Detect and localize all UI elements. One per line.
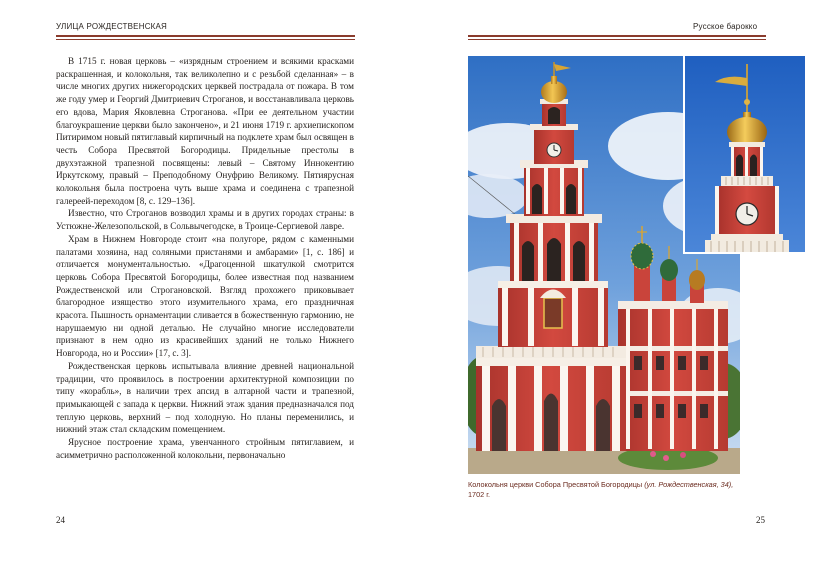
right-page-number: 25 [756, 515, 765, 525]
left-header-rule-thin [56, 39, 355, 40]
right-header-rule [468, 35, 766, 37]
caption-year: 1702 г. [468, 489, 491, 499]
left-body-text [56, 55, 354, 462]
caption-address: (ул. Рождественская, 34), [644, 480, 734, 489]
paragraph-4: Рождественская церковь испытывала влияние древней национальной традиции, что проявилось в построении архитектурной композиции по типу «корабль», в наличии трех апсид в алтарной части и трапезной, примыкающей с запада к церкви. Нижний этаж здания предназначался под теплую церковь, верхний – под холодную. Но планы переменились, и нижний этаж стал складским помещением. [56, 360, 354, 435]
photo-caption [468, 480, 758, 499]
tower-closeup-photo [683, 56, 805, 254]
paragraph-5: Ярусное построение храма, увенчанного стройным пятиглавием, и асимметрично расположенной колокольни, первоначально [56, 437, 354, 460]
caption-main: Колокольня церкви Собора Пресвятой Богородицы [468, 480, 643, 489]
left-header-rule [56, 35, 355, 37]
left-page-number: 24 [56, 515, 65, 525]
left-running-header: УЛИЦА РОЖДЕСТВЕНСКАЯ [56, 22, 168, 31]
right-running-header: Русское барокко [693, 22, 758, 31]
paragraph-3: Храм в Нижнем Новгороде стоит «на полугоре, рядом с каменными палатами хозяина, над соляными пристанями и амбарами» [1, с. 186] и отличается монументальностью. «Драгоценной шкатулкой смотрится церковь Собора Пресвятой Богородицы, более известная под названием Рождественской или Строгановской. Взгляд прохожего приковывает благородное изящество этого изумительного храма, его праздничная красота. Пышность орнаментации сливается в божественную гармонию, не нарушаемую ни одной деталью. Не случайно многие исследователи признают в нем одно из красивейших зданий не только Нижнего Новгорода, но и России» [17, с. 3]. [56, 233, 354, 359]
paragraph-1: В 1715 г. новая церковь – «изрядным строением и всякими красками раскрашенная, и колокольня, так великолепно и с резьбой сделанная» – в числе многих других нижегородских церквей пострадала от пожара. В том же году умер и Георгий Дмитриевич Строганов, и восстанавливала церковь его вдова, Мария Яковлевна Строганова. «При ее деятельном участии благоукрашение церкви было закончено», и 21 июня 1719 г. архиепископом Питиримом новый пятиглавый кирпичный на подклете храм был освящен в честь Собора Пресвятой Богородицы. Придельные престолы в двухэтажной трапезной посвящены: левый – Святому Иннокентию Иркутскому, правый – Преподобному Онуфрию Великому. Пятиярусная колокольня была построена чуть выше храма и соединена с трапезной галереей-переходом [8, с. 129–136]. [56, 56, 354, 206]
paragraph-2: Известно, что Строганов возводил храмы и в других городах страны: в Устюжне-Железопольской, в Сольвычегодске, в Троице-Сергиевой лавре. [56, 208, 354, 232]
right-header-rule-thin [468, 39, 766, 40]
